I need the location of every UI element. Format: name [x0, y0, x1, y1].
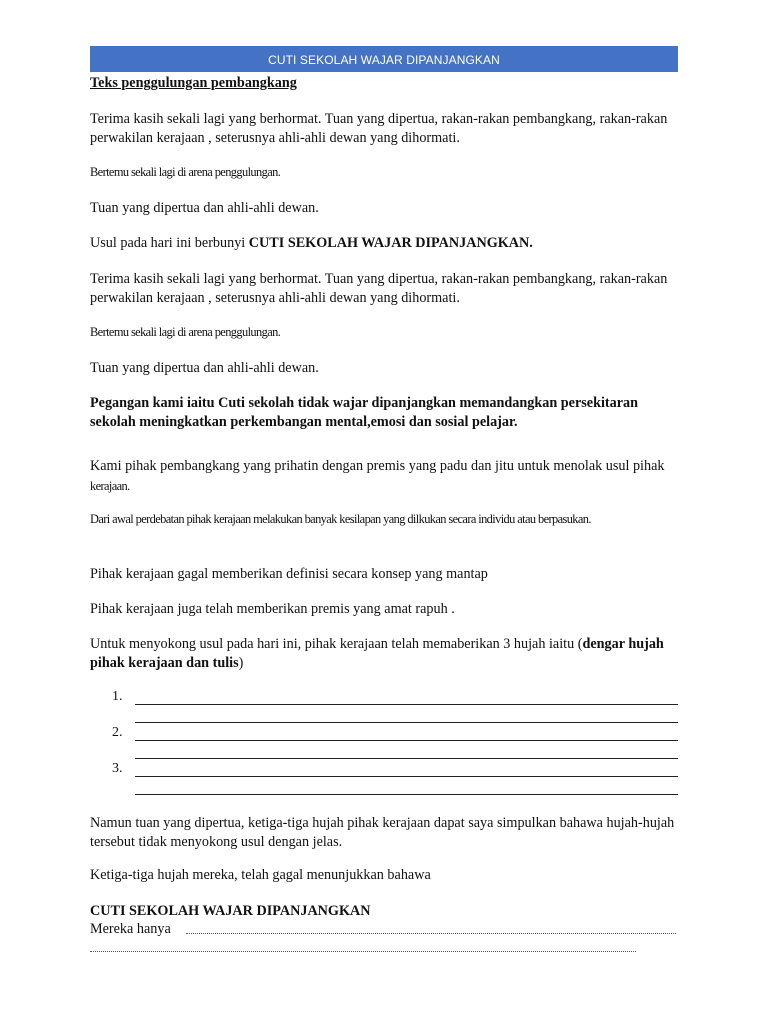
- arguments-suffix: ): [238, 655, 244, 671]
- paragraph-conclusion: Namun tuan yang dipertua, ketiga-tiga hujah pihak kerajaan dapat saya simpulkan bahawa hujah-hujah tersebut tidak menyokong usul dengan jelas.: [90, 815, 675, 850]
- answer-line-2b[interactable]: [135, 758, 678, 759]
- answer-line-1b[interactable]: [135, 722, 678, 723]
- paragraph-mistakes: Dari awal perdebatan pihak kerajaan melakukan banyak kesilapan yang dilkukan secara individu atau berpasukan.: [90, 512, 591, 526]
- paragraph-arguments: [90, 635, 678, 673]
- section-heading: Teks penggulungan pembangkang: [90, 75, 297, 91]
- opposition-line-2: kerajaan.: [90, 479, 130, 493]
- paragraph-greeting-2: Terima kasih sekali lagi yang berhormat. Tuan yang dipertua, rakan-rakan pembangkang, rakan-rakan perwakilan kerajaan , seterusnya ahli-ahli dewan yang dihormati.: [90, 271, 668, 306]
- fill-in-line-1[interactable]: [186, 933, 676, 934]
- paragraph-meet-again-2: Bertemu sekali lagi di arena penggulungan.: [90, 325, 281, 339]
- paragraph-motion: [90, 234, 678, 253]
- answer-number-2: 2.: [112, 725, 123, 740]
- paragraph-definition: Pihak kerajaan gagal memberikan definisi secara konsep yang mantap: [90, 566, 488, 582]
- motion-title: CUTI SEKOLAH WAJAR DIPANJANGKAN.: [248, 235, 533, 251]
- arguments-instruction: dengar hujah pihak kerajaan dan tulis: [90, 636, 664, 671]
- paragraph-greeting-1: Terima kasih sekali lagi yang berhormat. Tuan yang dipertua, rakan-rakan pembangkang, rakan-rakan perwakilan kerajaan , seterusnya ahli-ahli dewan yang dihormati.: [90, 111, 668, 146]
- motion-prefix: Usul pada hari ini berbunyi: [90, 235, 249, 251]
- paragraph-opposition: [90, 456, 678, 496]
- answer-line-3b[interactable]: [135, 794, 678, 795]
- paragraph-stance: Pegangan kami iaitu Cuti sekolah tidak wajar dipanjangkan memandangkan persekitaran sekolah meningkatkan perkembangan mental,emosi dan sosial pelajar.: [90, 395, 639, 430]
- answer-line-3a[interactable]: [135, 776, 678, 777]
- answer-number-1: 1.: [112, 689, 123, 704]
- answer-line-1a[interactable]: [135, 704, 678, 705]
- closing-motion-title: CUTI SEKOLAH WAJAR DIPANJANGKAN: [90, 903, 371, 919]
- they-only-text: Mereka hanya: [90, 921, 171, 937]
- opposition-line-1: Kami pihak pembangkang yang prihatin dengan premis yang padu dan jitu untuk menolak usul pihak: [90, 458, 665, 474]
- paragraph-failed: Ketiga-tiga hujah mereka, telah gagal menunjukkan bahawa: [90, 867, 431, 883]
- fill-in-line-2[interactable]: [90, 951, 636, 952]
- paragraph-they-only: [90, 920, 678, 939]
- answer-number-3: 3.: [112, 761, 123, 776]
- answer-line-2a[interactable]: [135, 740, 678, 741]
- title-banner: CUTI SEKOLAH WAJAR DIPANJANGKAN: [90, 46, 678, 72]
- paragraph-meet-again-1: Bertemu sekali lagi di arena penggulungan.: [90, 165, 281, 179]
- paragraph-premise: Pihak kerajaan juga telah memberikan premis yang amat rapuh .: [90, 601, 455, 617]
- arguments-prefix: Untuk menyokong usul pada hari ini, pihak kerajaan telah memaberikan 3 hujah iaitu (: [90, 636, 583, 652]
- paragraph-address-1: Tuan yang dipertua dan ahli-ahli dewan.: [90, 200, 319, 216]
- paragraph-address-2: Tuan yang dipertua dan ahli-ahli dewan.: [90, 360, 319, 376]
